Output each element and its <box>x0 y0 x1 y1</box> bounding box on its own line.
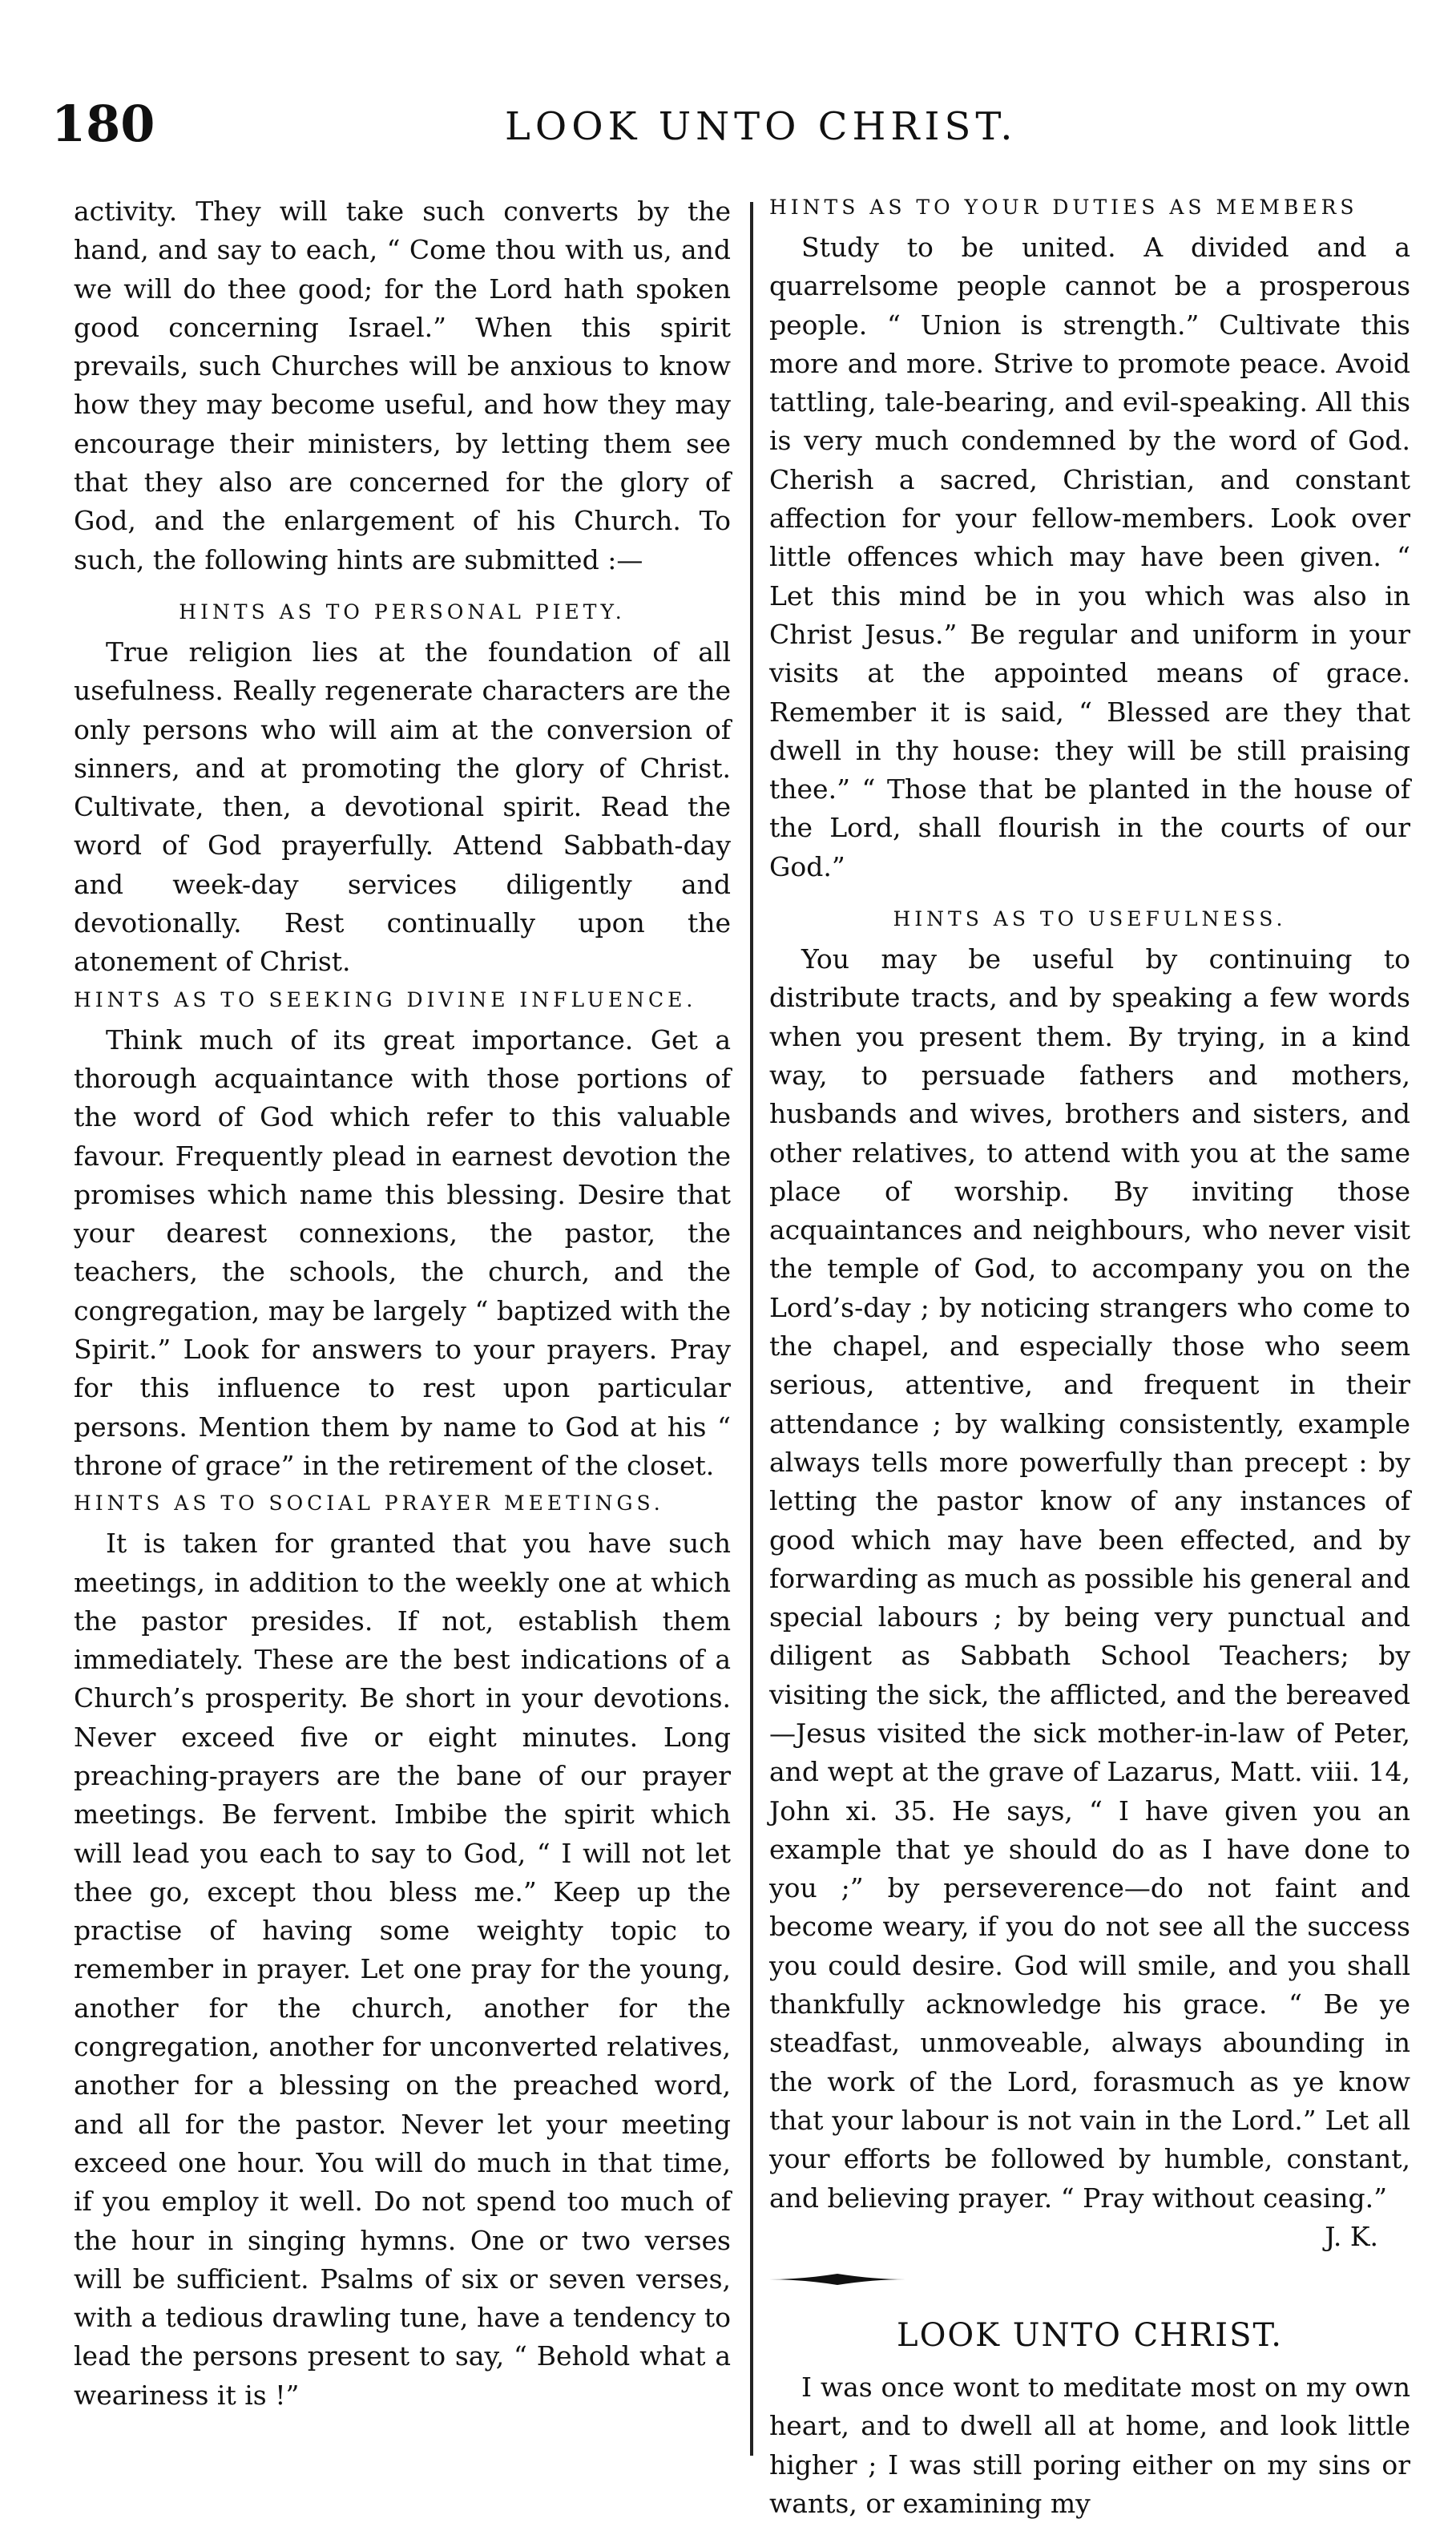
paragraph-usefulness: You may be useful by continuing to distribute tracts, and by speaking a few words when you present them. By trying, in a kind way, to persuade fathers and mothers, husbands and wives, brothers and sisters, and other relatives, to attend with you at the same place of worship. By inviting those acquaintances and neighbours, who never visit the temple of God, to accompany you on the Lord’s-day ; by noticing strangers who come to the chapel, and especially those who seem serious, attentive, and frequent in their attendance ; by walking consistently, example always tells more powerfully than precept : by letting the pastor know of any instances of good which may have been effected, and by forwarding as much as possible his general and special labours ; by being very punctual and diligent as Sabbath School Teachers; by visiting the sick, the afflicted, and the bereaved—Jesus visited the sick mother-in-law of Peter, and wept at the grave of Lazarus, Matt. viii. 14, John xi. 35. He says, “ I have given you an example that ye should do as I have done to you ;” by perseverence—do not faint and become weary, if you do not see all the success you could desire. God will smile, and you shall thankfully acknowledge his grace. “ Be ye steadfast, unmoveable, always abounding in the work of the Lord, forasmuch as ye know that your labour is not vain in the Lord.” Let all your efforts be followed by humble, constant, and believing prayer. “ Pray without ceasing.” <box>769 943 1410 2214</box>
ornamental-dash <box>769 2272 905 2287</box>
article-title: LOOK UNTO CHRIST. <box>897 2317 1283 2355</box>
heading-divine-influence: HINTS AS TO SEEKING DIVINE INFLUENCE. <box>74 987 697 1011</box>
paragraph-personal-piety: True religion lies at the foundation of all usefulness. Really regenerate characters are the only persons who will aim at the conversion of sinners, and at promoting the glory of Christ. Cultivate, then, a devotional spirit. Read the word of God prayerfully. Attend Sabbath-day and week-day services diligently and devotionally. Rest continually upon the atonement of Christ. <box>74 636 731 978</box>
article-opening: I was once wont to meditate most on my own heart, and to dwell all at home, and look little higher ; I was still poring either on my sins or wants, or examining my <box>769 2372 1410 2520</box>
paragraph-divine-influence: Think much of its great importance. Get a thorough acquaintance with those portions of the word of God which refer to this valuable favour. Frequently plead in earnest devotion the promises which name this blessing. Desire that your dearest connexions, the pastor, the teachers, the schools, the church, and the congregation, may be largely “ baptized with the Spirit.” Look for answers to your prayers. Pray for this influence to rest upon particular persons. Mention them by name to God at his “ throne of grace” in the retirement of the closet. <box>74 1023 731 1481</box>
page-number: 180 <box>51 95 155 153</box>
heading-duties-members: HINTS AS TO YOUR DUTIES AS MEMBERS <box>769 196 1358 219</box>
heading-usefulness: HINTS AS TO USEFULNESS. <box>893 907 1287 931</box>
signature: J. K. <box>1325 2220 1378 2252</box>
left-column <box>74 192 731 2415</box>
running-title: LOOK UNTO CHRIST. <box>505 104 1018 149</box>
heading-personal-piety: HINTS AS TO PERSONAL PIETY. <box>179 599 626 624</box>
right-column <box>769 192 1410 2523</box>
paragraph-prayer-meetings: It is taken for granted that you have such meetings, in addition to the weekly one at which the pastor presides. If not, establish them immediately. These are the best indications of a Church’s prosperity. Be short in your devotions. Never exceed five or eight minutes. Long preaching-prayers are the bane of our prayer meetings. Be fervent. Imbibe the spirit which will lead you each to say to God, “ I will not let thee go, except thou bless me.” Keep up the practise of having some weighty topic to remember in prayer. Let one pray for the young, another for the church, another for the congregation, another for unconverted relatives, another for a blessing on the preached word, and all for the pastor. Never let your meeting exceed one hour. You will do much in that time, if you employ it well. Do not spend too much of the hour in singing hymns. One or two verses will be sufficient. Psalms of six or seven verses, with a tedious drawling tune, have a tendency to lead the persons present to say, “ Behold what a weariness it is !” <box>74 1528 731 2411</box>
heading-prayer-meetings: HINTS AS TO SOCIAL PRAYER MEETINGS. <box>74 1492 664 1516</box>
column-rule <box>750 202 753 2456</box>
intro-paragraph: activity. They will take such converts by the hand, and say to each, “ Come thou with us, and we will do thee good; for the Lord hath spoken good concerning Israel.” When this spirit prevails, such Churches will be anxious to know how they may become useful, and how they may encourage their ministers, by letting them see that they also are concerned for the glory of God, and the enlargement of his Church. To such, the following hints are submitted :— <box>74 196 731 575</box>
paragraph-duties-members: Study to be united. A divided and a quarrelsome people cannot be a prosperous people. “ Union is strength.” Cultivate this more and more. Strive to promote peace. Avoid tattling, tale-bearing, and evil-speaking. All this is very much condemned by the word of God. Cherish a sacred, Christian, and constant affection for your fellow-members. Look over little offences which may have been given. “ Let this mind be in you which was also in Christ Jesus.” Be regular and uniform in your visits at the appointed means of grace. Remember it is said, “ Blessed are they that dwell in thy house: they will be still praising thee.” “ Those that be planted in the house of the Lord, shall flourish in the courts of our God.” <box>769 232 1410 882</box>
